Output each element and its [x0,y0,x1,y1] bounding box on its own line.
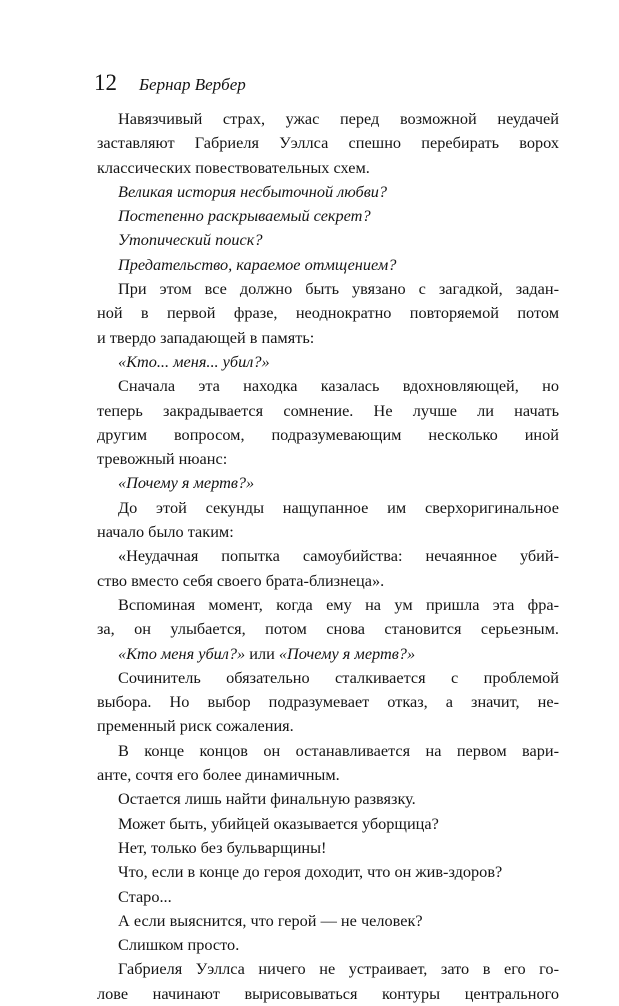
text-line: Слишком просто. [118,935,240,955]
italic-phrase: «Почему я мертв?» [278,643,416,663]
text-line: В конце концов он останавливается на первом вари- [118,740,559,760]
text-line: А если выяснится, что герой — не человек? [118,910,423,930]
text-line: лове начинают вырисовываться контуры центрального [97,983,559,1003]
text-line: Предательство, караемое отмщением? [118,254,397,274]
text-fragment: или [245,643,279,663]
text-line [97,642,559,666]
text-line: пременный риск сожаления. [97,716,294,736]
text-line: Великая история несбыточной любви? [118,181,388,201]
text-line: тревожный нюанс: [97,449,228,469]
text-line: «Почему я мертв?» [118,473,255,493]
text-line: теперь закрадывается сомнение. Не лучше ли начать [97,400,559,420]
text-line: Может быть, убийцей оказывается уборщица? [118,813,439,833]
page-header [94,70,246,100]
text-line: Навязчивый страх, ужас перед возможной неудачей [118,109,559,128]
text-line: Вспоминая момент, когда ему на ум пришла эта фра- [118,594,559,614]
text-line: «Кто... меня... убил?» [118,351,270,371]
text-line: другим вопросом, подразумевающим несколько иной [97,424,559,444]
text-line: ство вместо себя своего брата-близнеца». [97,570,385,590]
italic-phrase: «Кто меня убил?» [118,643,246,663]
text-line: анте, сочтя его более динамичным. [97,765,340,785]
text-line: Что, если в конце до героя доходит, что он жив-здоров? [118,862,503,882]
text-line: за, он улыбается, потом снова становится серьезным. [97,619,559,639]
text-line: Постепенно раскрываемый секрет? [118,206,371,226]
text-line: Сначала эта находка казалась вдохновляющей, но [118,376,559,396]
text-line: До этой секунды нащупанное им сверхоригинальное [118,497,559,517]
text-line: Сочинитель обязательно сталкивается с проблемой [118,667,559,687]
text-line: выбора. Но выбор подразумевает отказ, а значит, не- [97,692,559,712]
text-line: «Неудачная попытка самоубийства: нечаянное убий- [118,546,559,566]
text-line: начало было таким: [97,522,234,542]
text-line: При этом все должно быть увязано с загадкой, задан- [118,279,559,299]
text-line: заставляют Габриеля Уэллса спешно перебирать ворох [97,133,559,153]
text-line: и твердо западающей в память: [97,327,315,347]
page-number: 12 [94,70,117,95]
text-line: Остается лишь найти финальную развязку. [118,789,416,809]
body-text [97,107,559,1006]
running-head-author: Бернар Вербер [139,75,246,94]
text-line: ной в первой фразе, неоднократно повторяемой потом [97,303,559,323]
text-line: Утопический поиск? [118,230,263,250]
text-line: Габриеля Уэллса ничего не устраивает, зато в его го- [118,959,559,979]
text-line: Нет, только без бульварщины! [118,837,327,857]
text-line: Старо... [118,886,172,906]
text-line: классических повествовательных схем. [97,157,370,177]
